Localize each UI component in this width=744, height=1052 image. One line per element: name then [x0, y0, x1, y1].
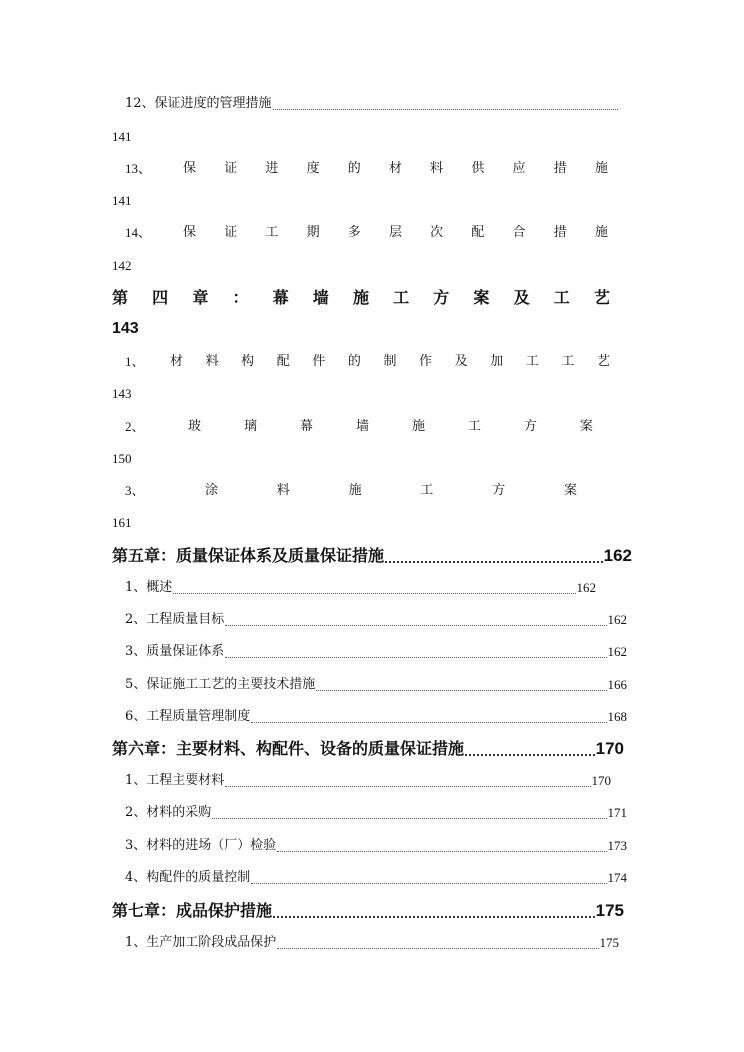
entry-title: 1、概述 [125, 580, 173, 595]
dot-leader [225, 786, 590, 787]
entry-title: 5、保证施工工艺的主要技术措施 [125, 677, 316, 692]
chapter-title: 第五章：质量保证体系及质量保证措施 [112, 546, 385, 565]
entry-page: 150 [112, 451, 132, 466]
entry-title: 材 料 构 配 件 的 制 作 及 加 工 工 艺 [170, 354, 610, 369]
dot-leader [277, 948, 598, 949]
toc-chapter-5[interactable] [112, 543, 632, 569]
entry-page: 162 [607, 644, 627, 659]
entry-page: 141 [112, 129, 132, 144]
chapter-page: 170 [595, 739, 624, 758]
entry-page: 162 [576, 580, 596, 595]
toc-entry[interactable] [125, 641, 627, 663]
entry-prefix: 13、 [125, 161, 152, 176]
entry-page: 142 [112, 258, 132, 273]
entry-page: 171 [607, 805, 627, 820]
dot-leader [225, 657, 606, 658]
toc-chapter-4[interactable] [112, 285, 610, 311]
toc-entry-3-12[interactable] [125, 93, 619, 115]
entry-title: 6、工程质量管理制度 [125, 709, 251, 724]
entry-prefix: 14、 [125, 225, 152, 240]
entry-page: 173 [607, 838, 627, 853]
toc-entry[interactable] [125, 577, 596, 599]
entry-page: 170 [591, 773, 611, 788]
entry-title: 保证进度的管理措施 [154, 96, 272, 111]
dot-leader [173, 593, 575, 594]
dot-leader [465, 754, 595, 756]
dot-leader [225, 625, 606, 626]
entry-page: 141 [112, 193, 132, 208]
toc-entry[interactable] [125, 609, 627, 631]
entry-title: 2、工程质量目标 [125, 612, 225, 627]
entry-page: 174 [607, 870, 627, 885]
toc-entry-4-1[interactable] [125, 351, 610, 373]
entry-title: 玻 璃 幕 墙 施 工 方 案 [188, 419, 593, 434]
chapter-title: 第六章：主要材料、构配件、设备的质量保证措施 [112, 739, 465, 758]
dot-leader [277, 851, 606, 852]
dot-leader [251, 883, 606, 884]
entry-title: 2、材料的采购 [125, 805, 212, 820]
dot-leader [273, 109, 618, 110]
entry-page: 168 [607, 709, 627, 724]
entry-title: 保 证 进 度 的 材 料 供 应 措 施 [183, 161, 608, 176]
toc-entry[interactable] [125, 867, 627, 889]
entry-prefix: 2、 [125, 419, 145, 434]
chapter-title: 第七章：成品保护措施 [112, 901, 273, 920]
chapter-page: 143 [112, 320, 139, 337]
toc-entry[interactable] [125, 706, 627, 728]
entry-prefix: 12、 [125, 96, 155, 111]
chapter-title: 第 四 章 ： 幕 墙 施 工 方 案 及 工 艺 [112, 288, 610, 307]
chapter-page: 162 [603, 546, 632, 565]
entry-page: 162 [607, 612, 627, 627]
entry-title: 3、材料的进场（厂）检验 [125, 838, 277, 853]
dot-leader [385, 561, 603, 563]
toc-entry[interactable] [125, 770, 611, 792]
entry-title: 1、工程主要材料 [125, 773, 225, 788]
entry-title: 保 证 工 期 多 层 次 配 合 措 施 [183, 225, 608, 240]
entry-prefix: 3、 [125, 483, 145, 498]
entry-title: 3、质量保证体系 [125, 644, 225, 659]
dot-leader [251, 722, 606, 723]
entry-page: 166 [607, 677, 627, 692]
toc-chapter-7[interactable] [112, 898, 624, 924]
toc-entry-3-13[interactable] [125, 158, 608, 180]
toc-entry[interactable] [125, 802, 627, 824]
entry-title: 4、构配件的质量控制 [125, 870, 251, 885]
toc-chapter-6[interactable] [112, 736, 624, 762]
entry-page: 175 [599, 935, 619, 950]
toc-entry[interactable] [125, 835, 627, 857]
toc-entry[interactable] [125, 674, 627, 696]
entry-page: 143 [112, 386, 132, 401]
entry-title: 涂 料 施 工 方 案 [205, 483, 577, 498]
dot-leader [273, 916, 595, 918]
toc-entry[interactable] [125, 932, 619, 954]
entry-page: 161 [112, 515, 132, 530]
toc-entry-4-2[interactable] [125, 416, 593, 438]
entry-title: 1、生产加工阶段成品保护 [125, 935, 277, 950]
dot-leader [316, 690, 606, 691]
entry-prefix: 1、 [125, 354, 145, 369]
chapter-page: 175 [595, 901, 624, 920]
toc-entry-4-3[interactable] [125, 480, 577, 502]
dot-leader [212, 818, 606, 819]
toc-entry-3-14[interactable] [125, 222, 608, 244]
